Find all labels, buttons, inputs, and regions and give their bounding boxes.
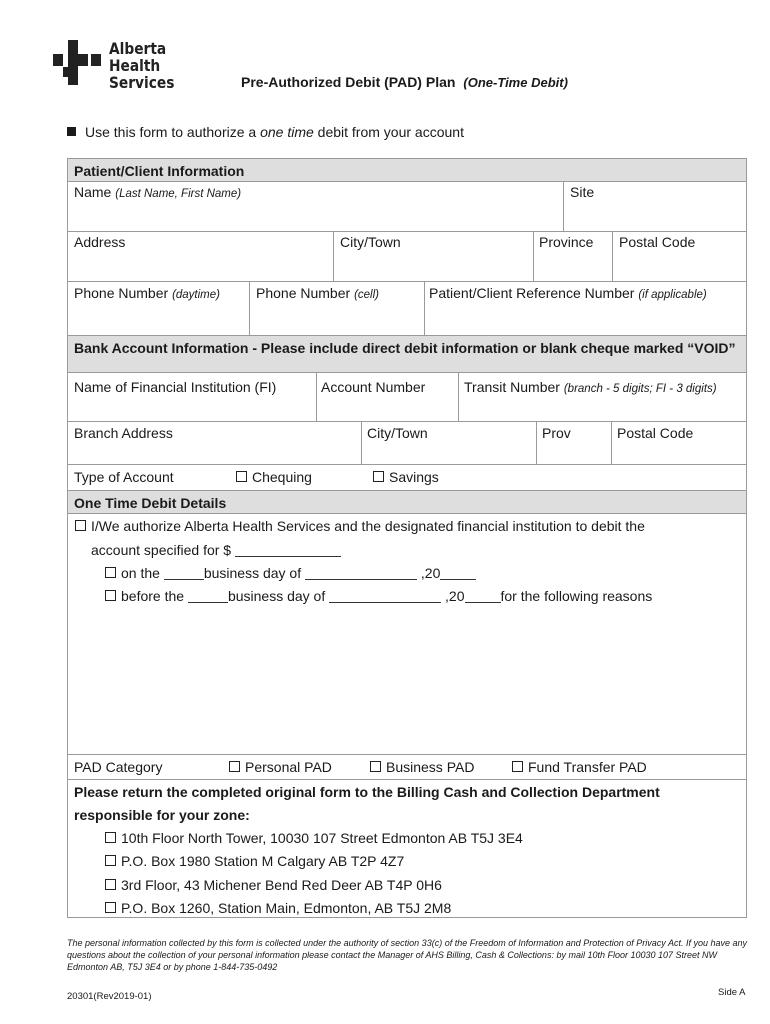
phone-daytime-field[interactable] [74,285,220,301]
reference-number-field[interactable] [429,285,707,301]
transit-number-field[interactable] [464,379,717,395]
city-field[interactable]: City/Town [340,234,401,250]
account-number-field[interactable]: Account Number [321,379,426,395]
bank-postal-code-field[interactable]: Postal Code [617,425,694,441]
intro-post: debit from your account [313,124,464,140]
phone-daytime-hint: (daytime) [172,289,220,301]
on-the-label: on the [121,565,160,581]
address-option-red-deer[interactable] [105,877,442,893]
amount-line [91,542,341,558]
postal-code-field[interactable]: Postal Code [619,234,696,250]
checkbox-icon [229,761,240,772]
checkbox-icon [105,879,116,890]
checkbox-icon [105,855,116,866]
chequing-label: Chequing [252,469,312,485]
on-month-blank[interactable] [305,579,417,580]
on-date-checkbox[interactable] [105,565,476,581]
before-the-label: before the [121,588,185,604]
pad-category-label: PAD Category [74,759,163,775]
ahs-logo-mark-icon [53,40,103,90]
branch-address-field[interactable]: Branch Address [74,425,173,441]
fund-transfer-pad-checkbox[interactable] [512,759,647,775]
pad-form [67,158,747,918]
name-field[interactable] [74,184,241,200]
fund-transfer-pad-label: Fund Transfer PAD [528,759,647,775]
reasons-label: for the following reasons [500,588,653,604]
address-text: 3rd Floor, 43 Michener Bend Red Deer AB T4P 0H6 [121,877,442,893]
logo-wordmark [109,40,207,91]
phone-cell-label: Phone Number [256,285,355,301]
bank-city-field[interactable]: City/Town [367,425,428,441]
checkbox-icon [105,832,116,843]
address-option-edmonton-north-tower[interactable] [105,830,523,846]
phone-cell-field[interactable] [256,285,379,301]
checkbox-icon [105,590,116,601]
intro-emphasis: one time [260,124,314,140]
name-hint: (Last Name, First Name) [115,188,242,200]
address-text: 10th Floor North Tower, 10030 107 Street Edmonton AB T5J 3E4 [121,830,523,846]
personal-pad-label: Personal PAD [245,759,332,775]
reference-number-hint: (if applicable) [638,289,707,301]
before-date-checkbox[interactable] [105,588,652,604]
checkbox-icon [370,761,381,772]
bullet-square-icon [67,127,76,136]
logo-line1: Alberta Health [109,39,167,75]
title-main: Pre-Authorized Debit (PAD) Plan [241,74,456,90]
ahs-logo [53,40,223,90]
account-type-label: Type of Account [74,469,174,485]
chequing-checkbox[interactable] [236,469,312,485]
section-header-bank: Bank Account Information - Please include direct debit information or blank cheque marked “VOID” [68,336,746,372]
page-title [241,74,568,90]
before-year-blank[interactable] [465,602,501,603]
on-year-blank[interactable] [440,579,476,580]
address-field[interactable]: Address [74,234,126,250]
phone-daytime-label: Phone Number [74,285,173,301]
checkbox-icon [105,902,116,913]
transit-number-hint: (branch - 5 digits; FI - 3 digits) [563,383,717,395]
return-instructions-line1: Please return the completed original form to the Billing Cash and Collection Department [74,784,660,800]
authorize-text: I/We authorize Alberta Health Services and the designated financial institution to debit the [91,518,645,534]
side-label: Side A [718,987,746,998]
address-text: P.O. Box 1260, Station Main, Edmonton, AB T5J 2M8 [121,900,452,916]
reference-number-label: Patient/Client Reference Number [429,285,639,301]
intro-pre: Use this form to authorize a [85,124,261,140]
logo-line2: Services [109,73,175,92]
personal-pad-checkbox[interactable] [229,759,332,775]
year-prefix: ,20 [420,565,441,581]
checkbox-icon [236,471,247,482]
site-field[interactable]: Site [570,184,595,200]
authorize-checkbox[interactable] [75,518,645,534]
savings-checkbox[interactable] [373,469,439,485]
business-pad-label: Business PAD [386,759,475,775]
business-day-of-label: business day of [227,588,326,604]
before-month-blank[interactable] [329,602,441,603]
transit-number-label: Transit Number [464,379,564,395]
checkbox-icon [105,567,116,578]
on-day-blank[interactable] [164,579,204,580]
financial-institution-field[interactable]: Name of Financial Institution (FI) [74,379,277,395]
address-option-calgary[interactable] [105,853,404,869]
address-option-edmonton-station-main[interactable] [105,900,451,916]
section-header-debit: One Time Debit Details [68,491,746,513]
checkbox-icon [512,761,523,772]
phone-cell-hint: (cell) [354,289,379,301]
form-number: 20301(Rev2019-01) [67,991,152,1002]
province-field[interactable]: Province [539,234,594,250]
return-instructions-line2: responsible for your zone: [74,807,250,823]
year-prefix: ,20 [445,588,465,604]
bank-prov-field[interactable]: Prov [542,425,571,441]
savings-label: Savings [389,469,439,485]
name-label: Name [74,184,116,200]
before-day-blank[interactable] [188,602,228,603]
privacy-footnote: The personal information collected by this form is collected under the authority of section 33(c) of the Freedom of Information and Protection of Privacy Act. If you have any questions about the collection of your personal information please contact the Manager of AHS Billing, Cash & Collections: by mail 10th Floor 10030 107 Street NW Edmonton AB, T5J 3E4 or by phone 1-844-735-0492 [67,938,748,972]
checkbox-icon [75,520,86,531]
business-day-of-label: business day of [203,565,302,581]
title-sub: (One-Time Debit) [463,75,568,90]
business-pad-checkbox[interactable] [370,759,474,775]
amount-blank[interactable] [235,556,341,557]
address-text: P.O. Box 1980 Station M Calgary AB T2P 4Z7 [121,853,405,869]
section-header-patient: Patient/Client Information [68,159,746,181]
intro-line [67,124,464,140]
checkbox-icon [373,471,384,482]
amount-label: account specified for $ [91,542,232,558]
